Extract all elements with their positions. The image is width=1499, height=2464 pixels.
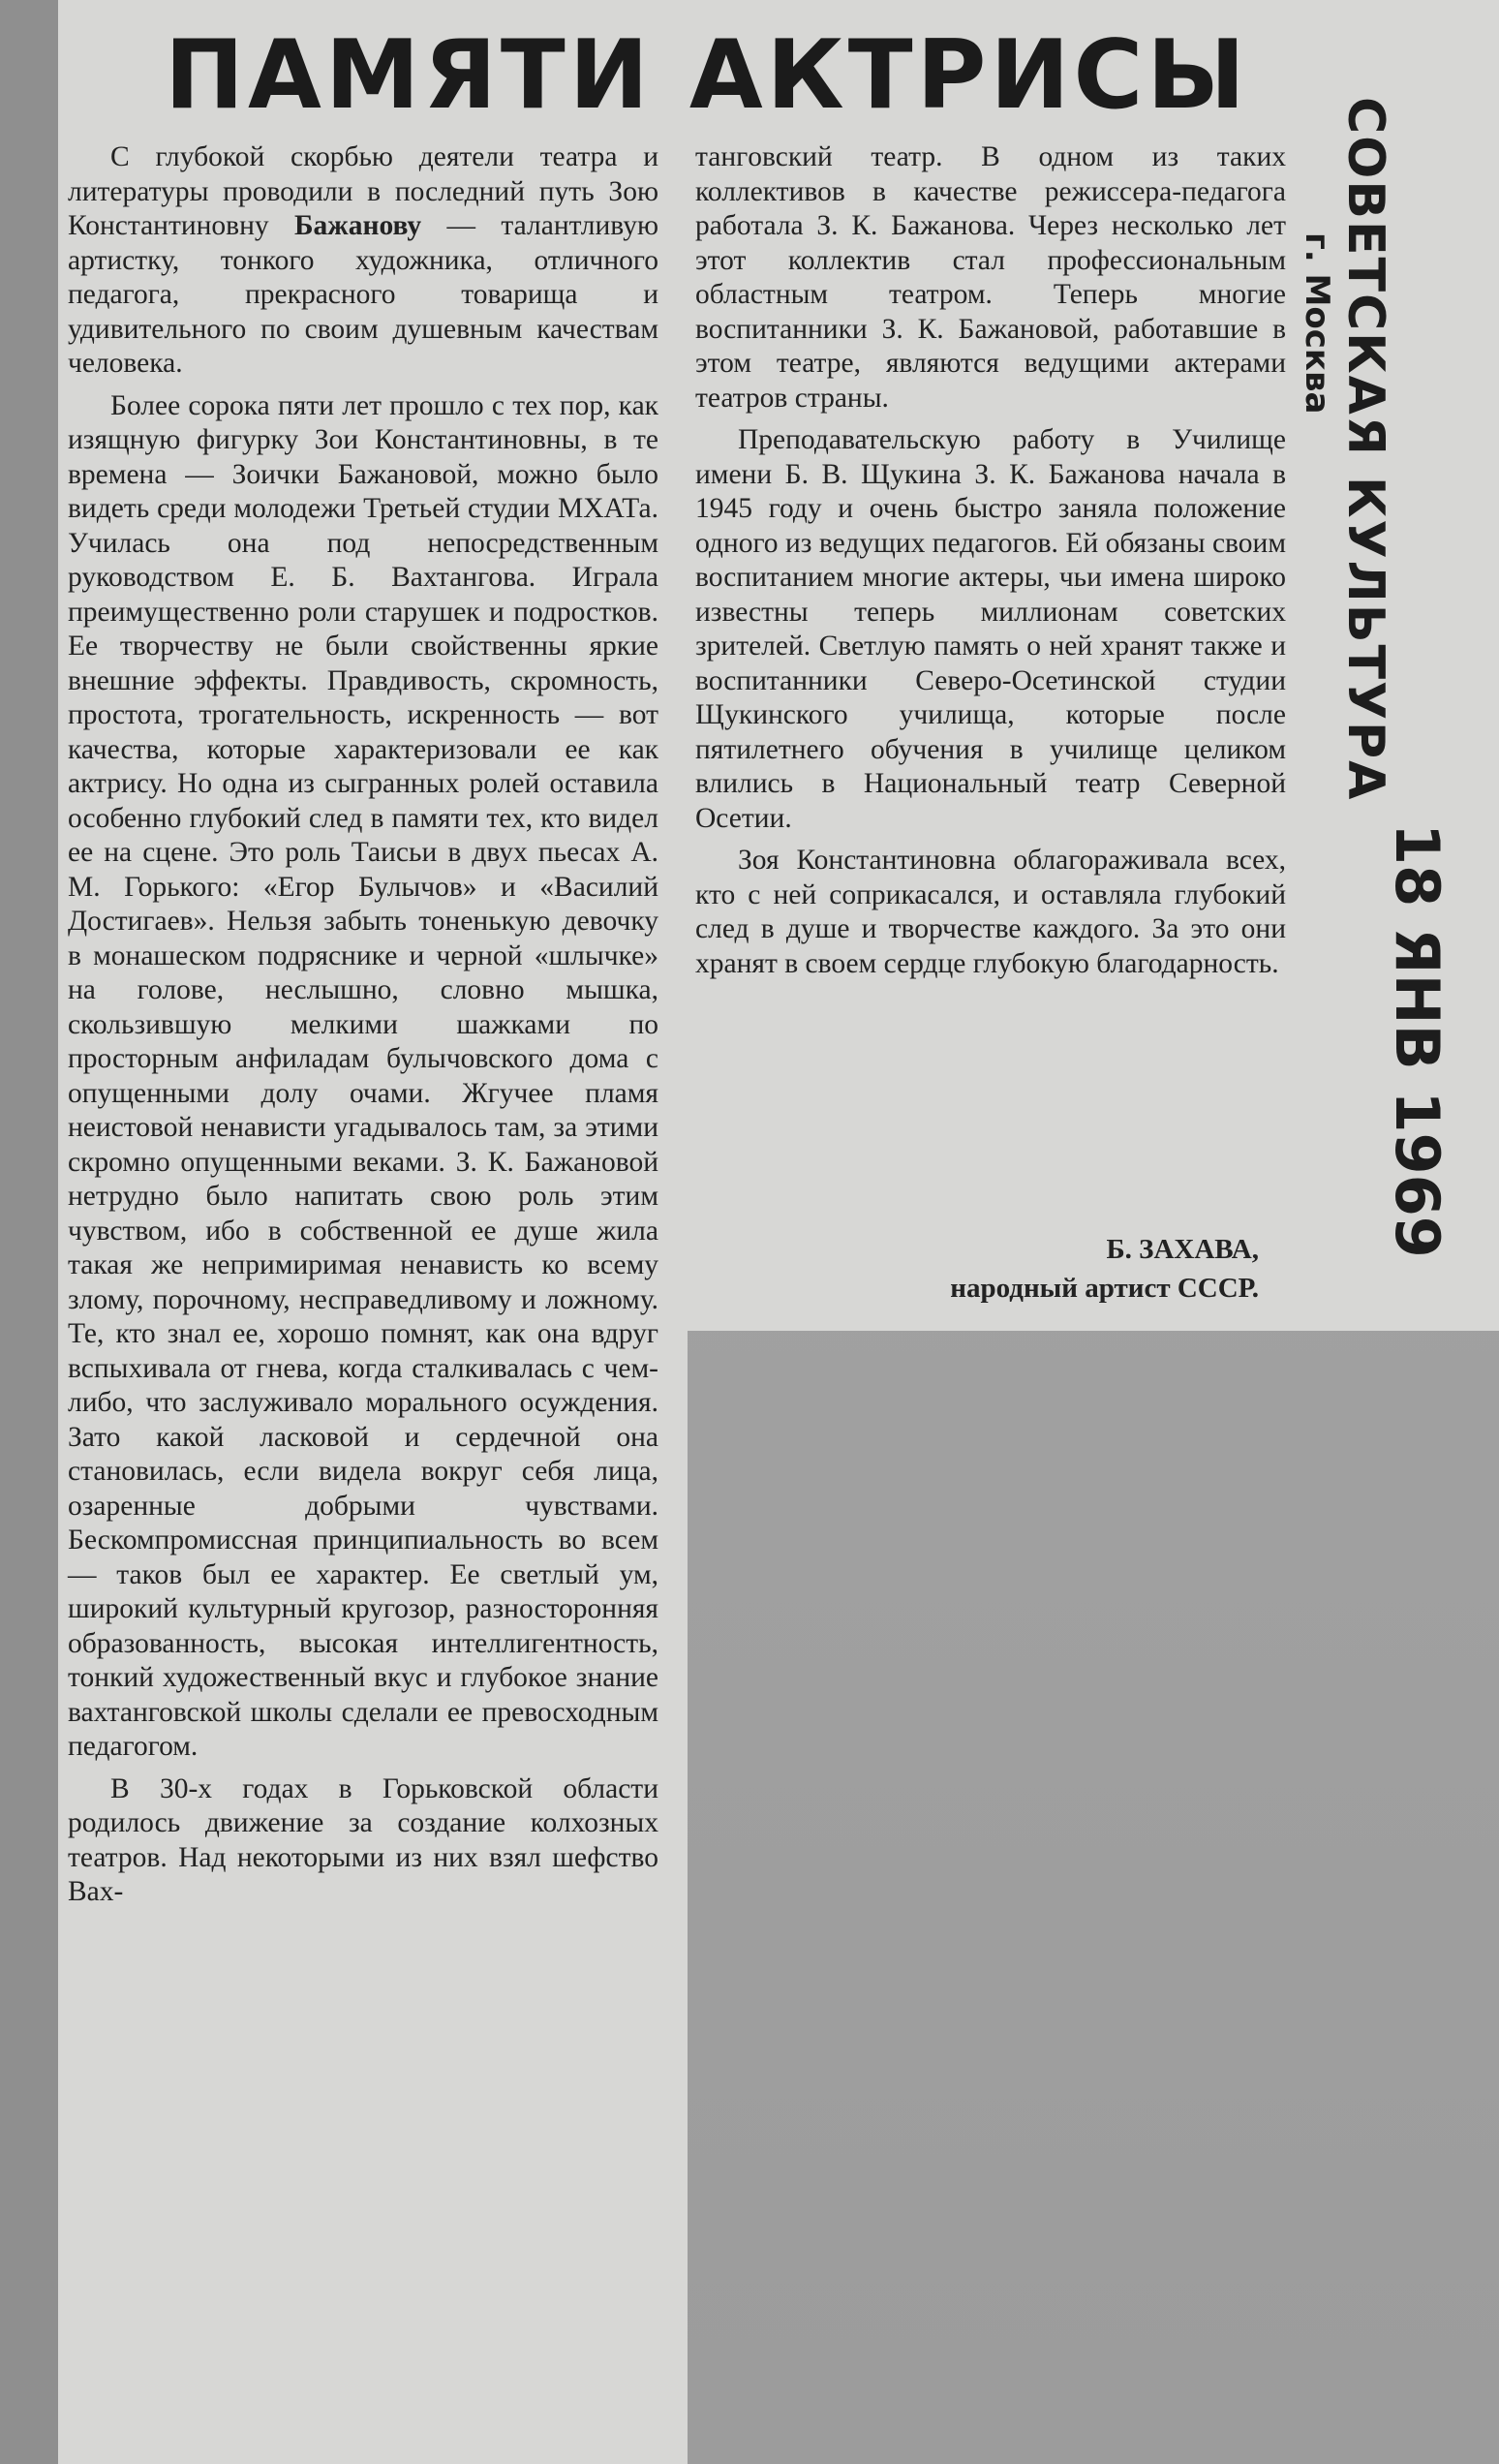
surname-bold: Бажанову <box>294 210 422 241</box>
article-title: ПАМЯТИ АКТРИСЫ <box>165 20 1249 131</box>
author-title: народный артист СССР. <box>950 1273 1259 1304</box>
paragraph-6: Зоя Константиновна облагораживала всех, кто с ней соприкасался, и оставляла глубокий след в душе и творчестве каждого. За это они хранят в своем сердце глубокую благодарность. <box>695 845 1286 979</box>
date-stamp: 18 ЯНВ 1969 <box>1382 823 1453 1258</box>
paragraph-3: В 30-х годах в Горьковской области родилось движение за создание колхозных театров. Над некоторыми из них взял шефство Вах- <box>68 1772 658 1907</box>
author-name: Б. ЗАХАВА, <box>1106 1234 1259 1265</box>
newspaper-name-stamp: СОВЕТСКАЯ КУЛЬТУРА <box>1336 97 1394 802</box>
paragraph-4: тангoвский театр. В одном из таких коллективов в качестве режиссера-педагога работала З. К. Бажанова. Через несколько лет этот коллектив стал профессиональным областным театром. Теперь многие воспитанники З. К. Бажановой, работавшие в этом театре, являются ведущими актерами театров страны. <box>695 141 1286 414</box>
city-stamp: г. Москва <box>1298 232 1336 415</box>
paragraph-1: С глубокой скорбью деятели театра и литературы проводили в последний путь Зою Константиновну Бажанову — талантливую артистку, тонкого художника, отличного педагога, прекрасного товарища и удивительного по своим душевным качествам человека. <box>68 141 658 379</box>
left-shadow-strip <box>0 0 60 2464</box>
signature-block <box>736 1230 1259 1308</box>
left-column <box>68 140 658 1918</box>
paragraph-5: Преподавательскую работу в Училище имени Б. В. Щукина З. К. Бажанова начала в 1945 году и очень быстро заняла положение одного из ведущих педагогов. Ей обязаны своим воспитанием многие актеры, чьи имена широко известны теперь миллионам советских зрителей. Светлую память о ней хранят также и воспитанники Северо-Осетинской студии Щукинского училища, которые после пятилетнего обучения в училище целиком влились в Национальный театр Северной Осетии. <box>695 424 1286 834</box>
paragraph-2: Более сорока пяти лет прошло с тех пор, как изящную фигурку Зои Константиновны, в те времена — Зоички Бажановой, можно было видеть среди молодежи Третьей студии МХАТа. Училась она под непосредственным руководством Е. Б. Вахтангова. Играла преимущественно роли старушек и подростков. Ее творчеству не были свойственны яркие внешние эффекты. Правдивость, скромность, простота, трогательность, искренность — вот качества, которые характеризовали ее как актрису. Но одна из сыгранных ролей оставила особенно глубокий след в памяти тех, кто видел ее на сцене. Это роль Таисьи в двух пьесах А. М. Горького: «Егор Булычов» и «Василий Достигаев». Нельзя забыть тоненькую девочку в монашеском подряснике и черной «шлычке» на голове, неслышно, словно мышка, скользившую мелкими шажками по просторным анфиладам булычовского дома с опущенными долу очами. Жгучее пламя неистовой ненависти угадывалось там, за этими скромно опущенными веками. З. К. Бажановой нетрудно было напитать свою роль этим чувством, ибо в собственной ее душе жила такая же непримиримая ненависть ко всему злому, порочному, несправедливому и ложному. Те, кто знал ее, хорошо помнят, как она вдруг вспыхивала от гнева, когда сталкивалась с чем-либо, что заслуживало морального осуждения. Зато какой ласковой и сердечной она становилась, если видела вокруг себя лица, озаренные добрыми чувствами. Бескомпромиссная принципиальность во всем — таков был ее характер. Ее светлый ум, широкий культурный кругозор, разносторонняя образованность, высокая интеллигентность, тонкий художественный вкус и глубокое знание вахтанговской школы сделали ее превосходным педагогом. <box>68 389 658 1762</box>
right-column <box>695 140 1286 989</box>
